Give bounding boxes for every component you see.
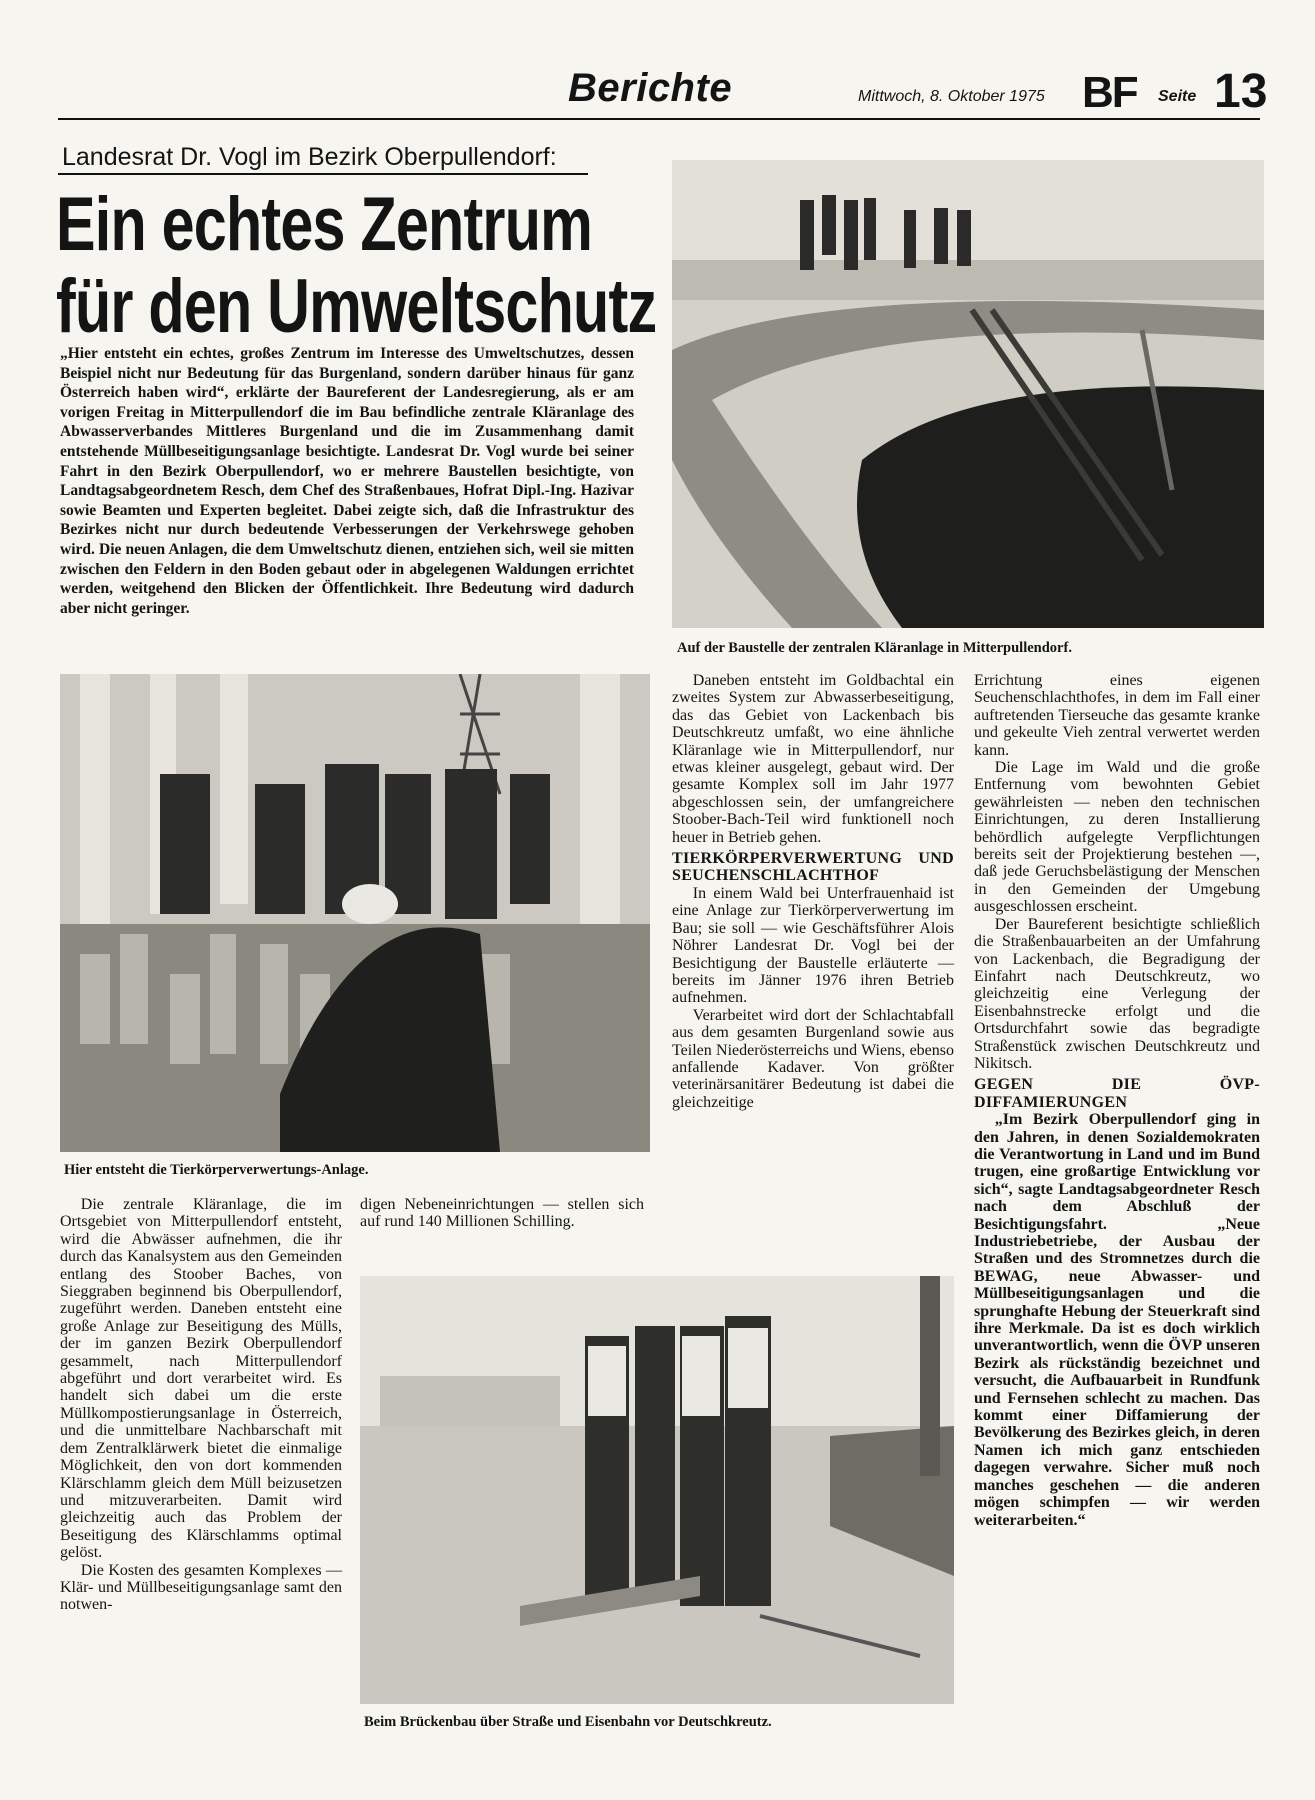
section-name: Berichte — [568, 66, 733, 110]
issue-date: Mittwoch, 8. Oktober 1975 — [858, 88, 1045, 105]
quote-paragraph: „Im Bezirk Oberpullendorf ging in den Jahren, in denen Sozialdemokraten die Verantwortung in Land und im Bund trugen, eine großartige Entwicklung vor sich“, sagte Landtagsabgeordneter Resch nach dem Abschluß der Besichtigungsfahrt. „Neue Industriebetriebe, der Ausbau der Straßen und des Stromnetzes durch die BEWAG, neue Abwasser- und Müllbeseitigungsanlagen und die sprunghafte Hebung der Steuerkraft sind ihre Merkmale. Da ist es doch wirklich unverantwortlich, wenn die ÖVP unseren Bezirk als rückständig bezeichnet und versucht, die Aufbauarbeit in Rundfunk und Fernsehen schlecht zu machen. Das kommt einer Diffamierung der Bevölkerung des Bezirkes gleich, in deren Namen ich mich ganz entschieden dagegen verwahre. Sicher muß noch manches geschehen — die anderen mögen schimpfen — wir werden weiterarbeiten.“ — [974, 1111, 1260, 1529]
body-column-1 — [60, 1196, 342, 1614]
page-label: Seite — [1158, 88, 1197, 105]
subheading-oevp-diffamierungen: GEGEN DIE ÖVP-DIFFAMIERUNGEN — [974, 1076, 1260, 1111]
paragraph: Die Kosten des gesamten Komplexes — Klär- und Müllbeseitigungsanlage samt den notwen- — [60, 1561, 342, 1614]
photo-rendering-plant — [60, 674, 650, 1152]
body-column-2 — [360, 1196, 644, 1231]
photo-sewage-plant — [672, 160, 1264, 628]
headline-line-1: Ein echtes Zentrum — [56, 182, 593, 267]
body-column-3 — [672, 672, 954, 1111]
paragraph: Daneben entsteht im Goldbachtal ein zweites System zur Abwasserbeseitigung, das das Gebiet von Lackenbach bis Deutschkreutz umfaßt, wo eine ähnliche Kläranlage wie in Mitterpullendorf, nur etwas kleiner ausgelegt, gebaut wird. Der gesamte Komplex soll im Jahr 1977 abgeschlossen sein, der umfangreichere Stoober-Bach-Teil wird funktionell noch heuer in Betrieb gehen. — [672, 672, 954, 846]
photo-bridge-construction — [360, 1276, 954, 1704]
paragraph: Der Baureferent besichtigte schließlich die Straßenbauarbeiten an der Umfahrung von Lackenbach, die Begradigung der Einfahrt nach Deutschkreutz, wo gleichzeitig eine Verlegung der Eisenbahnstrecke erfolgt und die Ortsdurchfahrt sowie das begradigte Straßenstück zwischen Deutschkreutz und Nikitsch. — [974, 915, 1260, 1072]
paragraph: Die Lage im Wald und die große Entfernung vom bewohnten Gebiet gewährleisten — neben den technischen Einrichtungen, zu deren Installierung behördlich aufgelegte Verpflichtungen bereits seit der Projektierung bestehen —, daß jede Geruchsbelästigung der Menschen in den Gemeinden der Umgebung ausgeschlossen erscheint. — [974, 759, 1260, 916]
paragraph: Errichtung eines eigenen Seuchenschlachthofes, in dem im Fall einer auftretenden Tierseuche das gesamte kranke und gekeulte Vieh zentral verwertet werden kann. — [974, 672, 1260, 759]
subheading-tierkoerperverwertung: TIERKÖRPERVERWERTUNG UND SEUCHENSCHLACHTHOF — [672, 850, 954, 885]
paragraph: Verarbeitet wird dort der Schlachtabfall aus dem gesamten Burgenland sowie aus Teilen Niederösterreichs und Wiens, ebenso anfallende Kadaver. Von größter veterinärsanitärer Bedeutung ist dabei die gleichzeitige — [672, 1006, 954, 1111]
photo-caption-1: Auf der Baustelle der zentralen Kläranlage in Mitterpullendorf. — [677, 640, 1072, 656]
photo-caption-2: Hier entsteht die Tierkörperverwertungs-Anlage. — [64, 1162, 369, 1178]
header-rule — [58, 118, 1260, 120]
paragraph: Die zentrale Kläranlage, die im Ortsgebiet von Mitterpullendorf entsteht, wird die Abwässer aufnehmen, die ihr durch das Kanalsystem aus den Gemeinden entlang des Stoober Baches, von Sieggraben beginnend bis Oberpullendorf, zugeführt werden. Daneben entsteht eine große Anlage zur Beseitigung des Mülls, der im ganzen Bezirk Oberpullendorf gesammelt, nach Mitterpullendorf abgeführt und dort verarbeitet wird. Es handelt sich dabei um die erste Müllkompostierungsanlage in Österreich, und die unmittelbare Nachbarschaft mit dem Zentralklärwerk bietet die einmalige Möglichkeit, den von dort kommenden Klärschlamm gleich dem Müll beizusetzen und mitzuverarbeiten. Damit wird gleichzeitig auch das Problem der Beseitigung des Klärschlamms optimal gelöst. — [60, 1196, 342, 1562]
photo-caption-3: Beim Brückenbau über Straße und Eisenbahn vor Deutschkreutz. — [364, 1714, 772, 1730]
paragraph: digen Nebeneinrichtungen — stellen sich auf rund 140 Millionen Schilling. — [360, 1196, 644, 1231]
kicker: Landesrat Dr. Vogl im Bezirk Oberpullendorf: — [62, 143, 557, 171]
lead-paragraph: „Hier entsteht ein echtes, großes Zentrum im Interesse des Umweltschutzes, dessen Beispiel nicht nur Bedeutung für das Burgenland, sondern darüber hinaus für ganz Österreich haben wird“, erklärte der Baureferent der Landesregierung, als er am vorigen Freitag in Mitterpullendorf die im Bau befindliche zentrale Kläranlage des Abwasserverbandes Mittleres Burgenland und die im Zusammenhang damit entstehende Müllbeseitigungsanlage besichtigte. Landesrat Dr. Vogl wurde bei seiner Fahrt in den Bezirk Oberpullendorf, wo er mehrere Baustellen besichtigte, von Landtagsabgeordnetem Resch, dem Chef des Straßenbaues, Hofrat Dipl.-Ing. Hazivar sowie Beamten und Experten begleitet. Dabei zeigte sich, daß die Infrastruktur des Bezirkes nicht nur durch bedeutende Verbesserungen der Verkehrswege gehoben wird. Die neuen Anlagen, die dem Umweltschutz dienen, entziehen sich, weil sie mitten zwischen den Feldern in den Boden gebaut oder in abgelegenen Waldungen errichtet werden, weitgehend den Blicken der Öffentlichkeit. Ihre Bedeutung wird dadurch aber nicht geringer. — [60, 345, 634, 617]
newspaper-logo: BF — [1082, 68, 1137, 117]
kicker-rule — [58, 173, 588, 175]
paragraph: In einem Wald bei Unterfrauenhaid ist eine Anlage zur Tierkörperverwertung im Bau; sie soll — wie Geschäftsführer Alois Nöhrer Landesrat Dr. Vogl bei der Besichtigung der Baustelle erläuterte — bereits im Jänner 1976 ihren Betrieb aufnehmen. — [672, 884, 954, 1007]
headline-line-2: für den Umweltschutz — [56, 264, 657, 349]
page-number: 13 — [1214, 65, 1268, 118]
body-column-4 — [974, 672, 1260, 1529]
